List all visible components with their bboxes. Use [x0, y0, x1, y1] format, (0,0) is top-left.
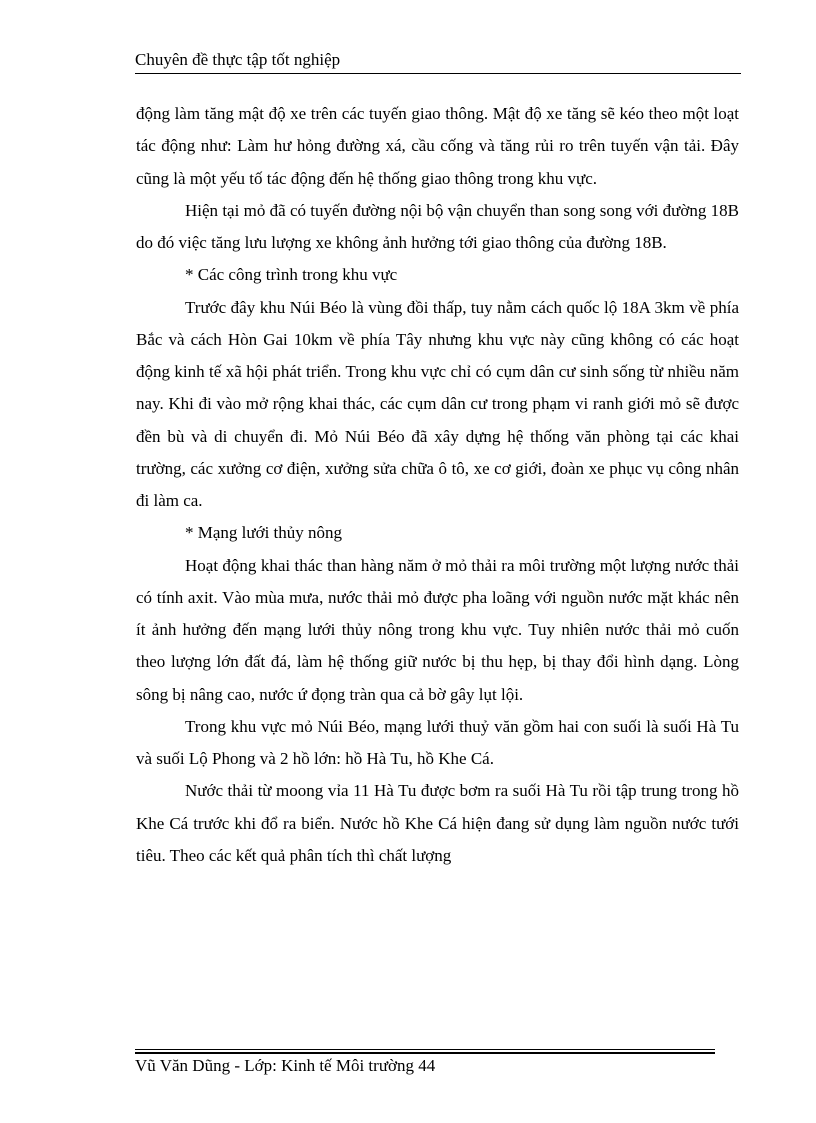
paragraph-3: Trước đây khu Núi Béo là vùng đồi thấp, tuy nằm cách quốc lộ 18A 3km về phía Bắc và cách Hòn Gai 10km về phía Tây nhưng khu vực này cũng không có các hoạt động kinh tế xã hội phát triển. Trong khu vực chỉ có cụm dân cư sinh sống từ nhiều năm nay. Khi đi vào mở rộng khai thác, các cụm dân cư trong phạm vi ranh giới mỏ sẽ được đền bù và di chuyển đi. Mỏ Núi Béo đã xây dựng hệ thống văn phòng tại các khai trường, các xưởng cơ điện, xưởng sửa chữa ô tô, xe cơ giới, đoàn xe phục vụ công nhân đi làm ca. [136, 297, 739, 510]
paragraph-6: Nước thải từ moong vỉa 11 Hà Tu được bơm ra suối Hà Tu rồi tập trung trong hồ Khe Cá trước khi đổ ra biển. Nước hồ Khe Cá hiện đang sử dụng làm nguồn nước tưới tiêu. Theo các kết quả phân tích thì chất lượng [136, 781, 739, 865]
paragraph-1: động làm tăng mật độ xe trên các tuyến giao thông. Mật độ xe tăng sẽ kéo theo một loạt tác động như: Làm hư hỏng đường xá, cầu cống và tăng rủi ro trên tuyến vận tải. Đây cũng là một yếu tố tác động đến hệ thống giao thông trong khu vực. [136, 104, 739, 188]
footer-text: Vũ Văn Dũng - Lớp: Kinh tế Môi trường 44 [135, 1056, 436, 1075]
footer-rule-thick [135, 1052, 715, 1054]
section-heading-thuy-nong: * Mạng lưới thủy nông [185, 523, 343, 543]
page-footer [135, 1055, 435, 1077]
document-body [136, 98, 739, 872]
page-header [135, 49, 741, 74]
paragraph-2: Hiện tại mỏ đã có tuyến đường nội bộ vận chuyển than song song với đường 18B do đó việc tăng lưu lượng xe không ảnh hưởng tới giao thông của đường 18B. [136, 200, 739, 252]
footer-rule-thin [135, 1049, 715, 1050]
paragraph-5: Trong khu vực mỏ Núi Béo, mạng lưới thuỷ văn gồm hai con suối là suối Hà Tu và suối Lộ Phong và 2 hồ lớn: hồ Hà Tu, hồ Khe Cá. [136, 716, 739, 768]
paragraph-4: Hoạt động khai thác than hàng năm ở mỏ thải ra môi trường một lượng nước thải có tính axit. Vào mùa mưa, nước thải mỏ được pha loãng với nguồn nước mặt khác nên ít ảnh hưởng đến mạng lưới thủy nông trong khu vực. Tuy nhiên nước thải mỏ cuốn theo lượng lớn đất đá, làm hệ thống giữ nước bị thu hẹp, bị thay đổi hình dạng. Lòng sông bị nâng cao, nước ứ đọng tràn qua cả bờ gây lụt lội. [136, 555, 739, 704]
section-heading-cong-trinh: * Các công trình trong khu vực [185, 265, 398, 285]
header-title: Chuyên đề thực tập tốt nghiệp [135, 50, 341, 69]
